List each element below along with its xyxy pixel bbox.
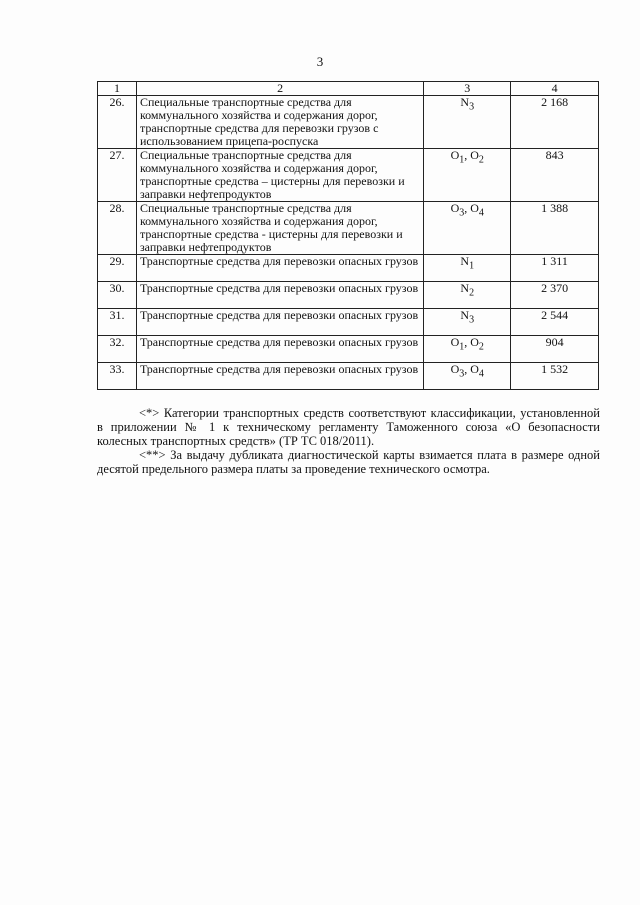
vehicle-description: Специальные транспортные средства для коммунального хозяйства и содержания дорог, транспортные средства – цистерны для перевозки и заправки нефтепродуктов: [136, 149, 423, 202]
table-row: [98, 309, 599, 336]
vehicle-description: Специальные транспортные средства для коммунального хозяйства и содержания дорог, транспортные средства для перевозки грузов с использованием прицепа-роспуска: [136, 96, 423, 149]
vehicle-description: Транспортные средства для перевозки опасных грузов: [136, 282, 423, 309]
table-row: [98, 202, 599, 255]
vehicle-category: $O_3$, $O_4$: [424, 202, 511, 255]
vehicle-category: $N_3$: [424, 309, 511, 336]
column-header: 2: [136, 82, 423, 96]
vehicle-description: Транспортные средства для перевозки опасных грузов: [136, 309, 423, 336]
row-number: 29.: [98, 255, 137, 282]
table-row: [98, 96, 599, 149]
vehicle-category: $N_1$: [424, 255, 511, 282]
table-row: [98, 336, 599, 363]
vehicle-category: $N_2$: [424, 282, 511, 309]
fee-amount: 2 370: [511, 282, 599, 309]
column-header: 3: [424, 82, 511, 96]
fee-amount: 843: [511, 149, 599, 202]
row-number: 32.: [98, 336, 137, 363]
table-row: [98, 255, 599, 282]
table-row: [98, 149, 599, 202]
vehicle-description: Транспортные средства для перевозки опасных грузов: [136, 336, 423, 363]
row-number: 33.: [98, 363, 137, 390]
fee-amount: 1 532: [511, 363, 599, 390]
row-number: 30.: [98, 282, 137, 309]
column-header: 4: [511, 82, 599, 96]
vehicle-category: $O_3$, $O_4$: [424, 363, 511, 390]
column-header: 1: [98, 82, 137, 96]
fee-table: [97, 81, 599, 390]
row-number: 31.: [98, 309, 137, 336]
row-number: 26.: [98, 96, 137, 149]
vehicle-category: $O_1$, $O_2$: [424, 336, 511, 363]
table-row: [98, 282, 599, 309]
row-number: 27.: [98, 149, 137, 202]
row-number: 28.: [98, 202, 137, 255]
vehicle-description: Специальные транспортные средства для коммунального хозяйства и содержания дорог, транспортные средства - цистерны для перевозки и заправки нефтепродуктов: [136, 202, 423, 255]
fee-amount: 2 168: [511, 96, 599, 149]
fee-amount: 904: [511, 336, 599, 363]
fee-amount: 1 311: [511, 255, 599, 282]
vehicle-description: Транспортные средства для перевозки опасных грузов: [136, 255, 423, 282]
footnote-categories: <*> Категории транспортных средств соответствуют классификации, установленной в приложении № 1 к техническому регламенту Таможенного союза «О безопасности колесных транспортных средств» (ТР ТС 018/2011).: [97, 406, 600, 448]
table-row: [98, 363, 599, 390]
page-number: 3: [316, 54, 324, 69]
vehicle-description: Транспортные средства для перевозки опасных грузов: [136, 363, 423, 390]
footnote-duplicate-fee: <**> За выдачу дубликата диагностической карты взимается плата в размере одной десятой предельного размера платы за проведение технического осмотра.: [97, 448, 600, 476]
fee-amount: 1 388: [511, 202, 599, 255]
footnotes: [97, 406, 600, 476]
table-header-row: [98, 82, 599, 96]
fee-amount: 2 544: [511, 309, 599, 336]
vehicle-category: $O_1$, $O_2$: [424, 149, 511, 202]
vehicle-category: $N_3$: [424, 96, 511, 149]
